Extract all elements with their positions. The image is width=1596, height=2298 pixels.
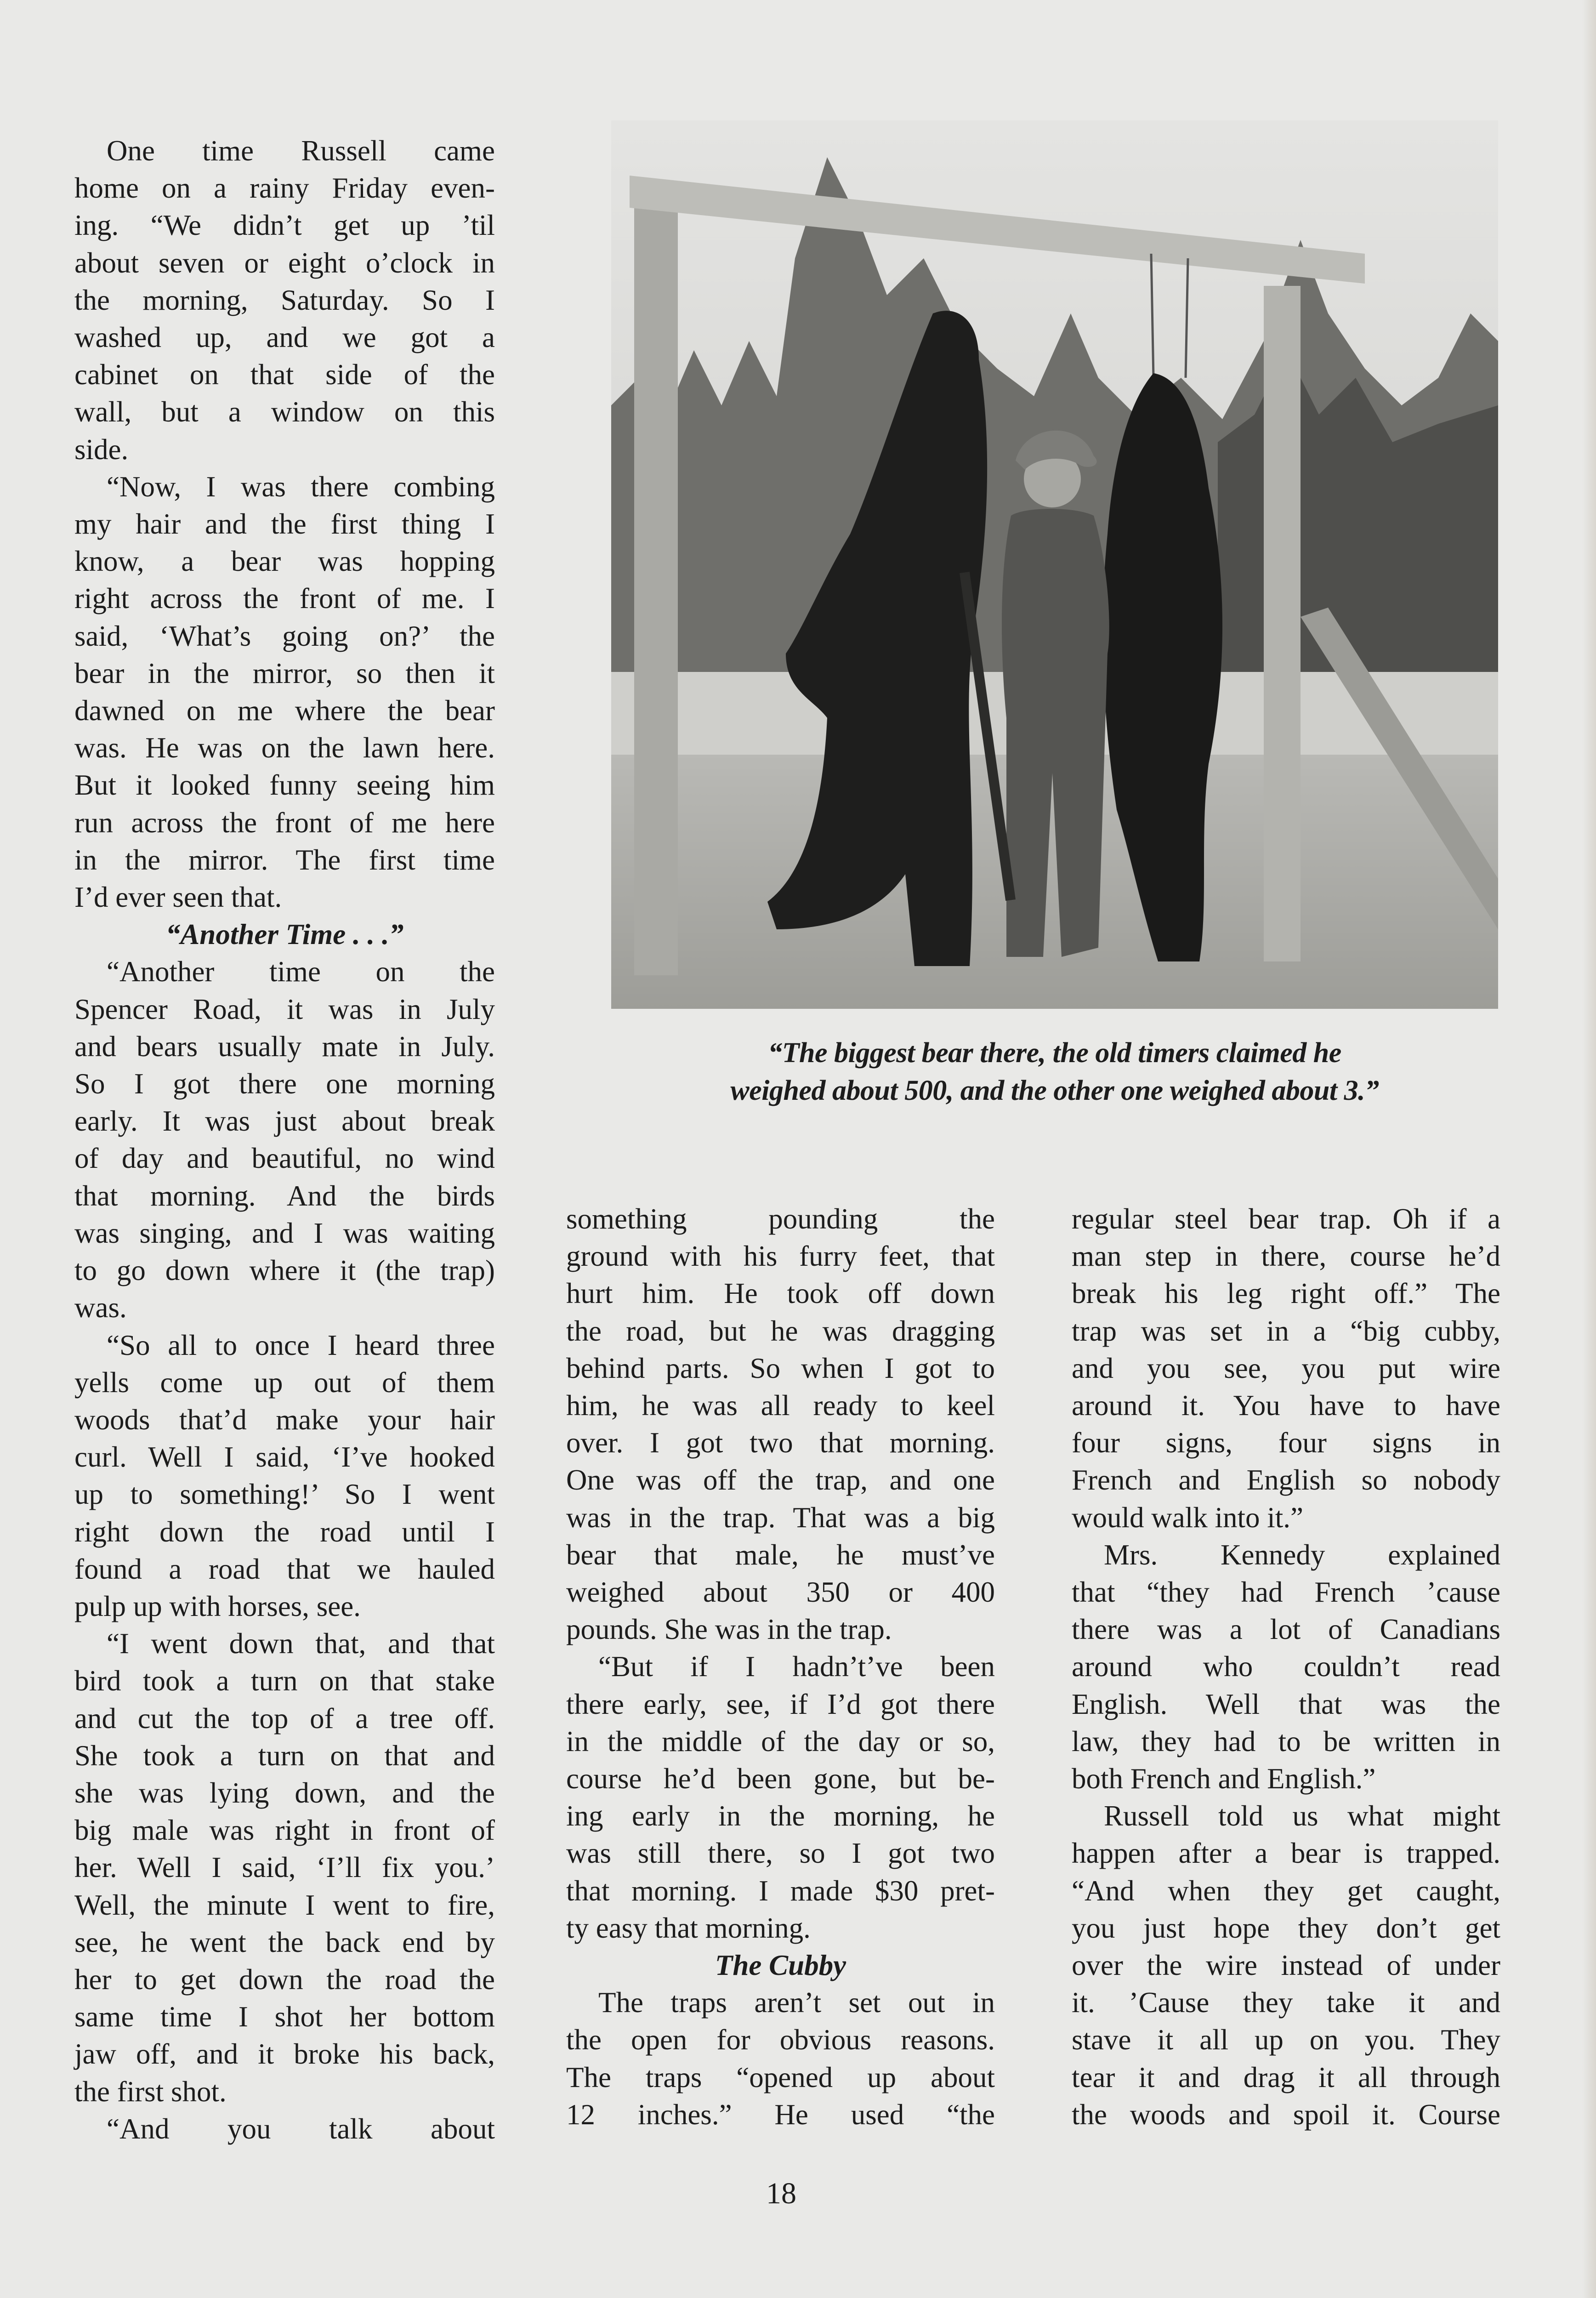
text-line: dawned on me where the bear <box>74 694 495 727</box>
text-line: there early, see, if I’d got there <box>566 1688 995 1720</box>
text-line: stave it all up on you. They <box>1072 2024 1500 2056</box>
paragraph-first-line: “Now, I was there combing <box>107 470 495 503</box>
text-line: over the wire instead of under <box>1072 1949 1500 1982</box>
text-line: man step in there, course he’d <box>1072 1240 1500 1273</box>
text-line: Spencer Road, it was in July <box>74 993 495 1025</box>
photo-frame-post-right <box>1264 286 1301 961</box>
text-line: the woods and spoil it. Course <box>1072 2098 1500 2131</box>
text-line: English. Well that was the <box>1072 1688 1500 1720</box>
paragraph-first-line: The traps aren’t set out in <box>598 1986 995 2019</box>
text-line: to go down where it (the trap) <box>74 1254 495 1287</box>
text-line: run across the front of me here <box>74 806 495 839</box>
text-line: was singing, and I was waiting <box>74 1217 495 1249</box>
text-line: pounds. She was in the trap. <box>566 1613 892 1646</box>
text-line: and cut the top of a tree off. <box>74 1702 495 1735</box>
text-line: the open for obvious reasons. <box>566 2024 995 2056</box>
text-line: pulp up with horses, see. <box>74 1590 361 1622</box>
text-line: there was a lot of Canadians <box>1072 1613 1500 1646</box>
text-line: it. ’Cause they take it and <box>1072 1986 1500 2019</box>
text-line: that morning. I made $30 pret- <box>566 1874 995 1907</box>
text-line: you just hope they don’t get <box>1072 1911 1500 1944</box>
text-column-middle <box>566 1200 995 2133</box>
text-line: bear in the mirror, so then it <box>74 657 495 689</box>
text-line: trap was set in a “big cubby, <box>1072 1314 1500 1347</box>
page-edge-shadow <box>1582 0 1596 2298</box>
bear-photo-illustration <box>611 120 1498 1009</box>
text-line: curl. Well I said, ‘I’ve hooked <box>74 1441 495 1473</box>
text-line: behind parts. So when I got to <box>566 1352 995 1384</box>
text-line: early. It was just about break <box>74 1105 495 1138</box>
photo-frame-post-left <box>634 194 678 975</box>
photo-caption-line: weighed about 500, and the other one weighed about 3.” <box>730 1075 1379 1106</box>
text-line: him, he was all ready to keel <box>566 1389 995 1422</box>
text-line: ground with his furry feet, that <box>566 1240 995 1273</box>
text-line: in the middle of the day or so, <box>566 1725 995 1758</box>
text-line: of day and beautiful, no wind <box>74 1142 495 1175</box>
text-line: ing. “We didn’t get up ’til <box>74 209 495 242</box>
text-line: right across the front of me. I <box>74 582 495 615</box>
text-line: about seven or eight o’clock in <box>74 246 495 279</box>
paragraph-first-line: “I went down that, and that <box>107 1627 495 1660</box>
text-line: 12 inches.” He used “the <box>566 2098 995 2131</box>
text-line: around it. You have to have <box>1072 1389 1500 1422</box>
text-line: So I got there one morning <box>74 1068 495 1100</box>
text-line: something pounding the <box>566 1203 995 1235</box>
section-subheading: The Cubby <box>715 1949 846 1982</box>
text-line: the morning, Saturday. So I <box>74 284 495 316</box>
text-line: woods that’d make your hair <box>74 1403 495 1436</box>
text-line: was in the trap. That was a big <box>566 1501 995 1534</box>
text-line: But it looked funny seeing him <box>74 769 495 802</box>
text-line: hurt him. He took off down <box>566 1277 995 1310</box>
text-line: side. <box>74 433 129 466</box>
text-line: bird took a turn on that stake <box>74 1665 495 1697</box>
text-line: French and English so nobody <box>1072 1464 1500 1496</box>
paragraph-first-line: “So all to once I heard three <box>107 1329 495 1361</box>
paragraph-first-line: “But if I hadn’t’ve been <box>598 1650 995 1683</box>
text-line: my hair and the first thing I <box>74 508 495 540</box>
page-number: 18 <box>766 2177 796 2210</box>
text-line: bear that male, he must’ve <box>566 1538 995 1571</box>
text-line: was. He was on the lawn here. <box>74 732 495 764</box>
text-line: ing early in the morning, he <box>566 1800 995 1832</box>
text-line: cabinet on that side of the <box>74 358 495 391</box>
text-line: her. Well I said, ‘I’ll fix you.’ <box>74 1851 495 1884</box>
text-line: happen after a bear is trapped. <box>1072 1837 1500 1870</box>
text-column-right <box>1072 1200 1500 2133</box>
section-subheading: “Another Time . . .” <box>165 918 404 951</box>
text-line: see, he went the back end by <box>74 1926 495 1958</box>
text-line: in the mirror. The first time <box>74 843 495 876</box>
text-line: said, ‘What’s going on?’ the <box>74 620 495 652</box>
text-line: around who couldn’t read <box>1072 1650 1500 1683</box>
text-line: jaw off, and it broke his back, <box>74 2038 495 2070</box>
text-line: the first shot. <box>74 2075 227 2108</box>
paragraph-first-line: Russell told us what might <box>1104 1800 1500 1832</box>
text-line: law, they had to be written in <box>1072 1725 1500 1758</box>
text-line: home on a rainy Friday even- <box>74 172 495 205</box>
paragraph-first-line: “Another time on the <box>107 956 495 988</box>
text-line: ty easy that morning. <box>566 1911 811 1944</box>
photo-caption-line: “The biggest bear there, the old timers claimed he <box>768 1037 1341 1069</box>
text-line: yells come up out of them <box>74 1366 495 1399</box>
text-line: same time I shot her bottom <box>74 2001 495 2033</box>
text-line: four signs, four signs in <box>1072 1427 1500 1459</box>
text-line: tear it and drag it all through <box>1072 2061 1500 2093</box>
text-line: she was lying down, and the <box>74 1776 495 1809</box>
text-line: regular steel bear trap. Oh if a <box>1072 1203 1500 1235</box>
text-line: Well, the minute I went to fire, <box>74 1888 495 1921</box>
text-line: both French and English.” <box>1072 1763 1376 1795</box>
text-line: and you see, you put wire <box>1072 1352 1500 1384</box>
text-line: know, a bear was hopping <box>74 545 495 578</box>
text-line: She took a turn on that and <box>74 1739 495 1772</box>
paragraph-first-line: Mrs. Kennedy explained <box>1104 1538 1500 1571</box>
text-line: up to something!’ So I went <box>74 1478 495 1511</box>
text-line: I’d ever seen that. <box>74 881 282 914</box>
text-line: weighed about 350 or 400 <box>566 1576 995 1609</box>
text-line: break his leg right off.” The <box>1072 1277 1500 1310</box>
paragraph-first-line: “And you talk about <box>107 2112 495 2145</box>
text-line: course he’d been gone, but be- <box>566 1763 995 1795</box>
text-line: One was off the trap, and one <box>566 1464 995 1496</box>
text-line: right down the road until I <box>74 1515 495 1548</box>
text-line: “And when they get caught, <box>1072 1874 1500 1907</box>
text-line: and bears usually mate in July. <box>74 1030 495 1063</box>
photo-caption <box>593 1034 1516 1109</box>
bear-photo <box>611 120 1498 1009</box>
text-line: the road, but he was dragging <box>566 1314 995 1347</box>
text-line: would walk into it.” <box>1072 1501 1303 1534</box>
text-line: found a road that we hauled <box>74 1553 495 1585</box>
text-line: big male was right in front of <box>74 1814 495 1847</box>
paragraph-first-line: One time Russell came <box>107 135 495 167</box>
text-line: her to get down the road the <box>74 1963 495 1996</box>
text-line: that “they had French ’cause <box>1072 1576 1500 1609</box>
text-line: was still there, so I got two <box>566 1837 995 1870</box>
text-line: washed up, and we got a <box>74 321 495 354</box>
text-line: The traps “opened up about <box>566 2061 995 2093</box>
text-line: was. <box>74 1291 127 1324</box>
text-column-left <box>74 132 495 2148</box>
text-line: wall, but a window on this <box>74 396 495 428</box>
text-line: that morning. And the birds <box>74 1179 495 1212</box>
text-line: over. I got two that morning. <box>566 1427 995 1459</box>
